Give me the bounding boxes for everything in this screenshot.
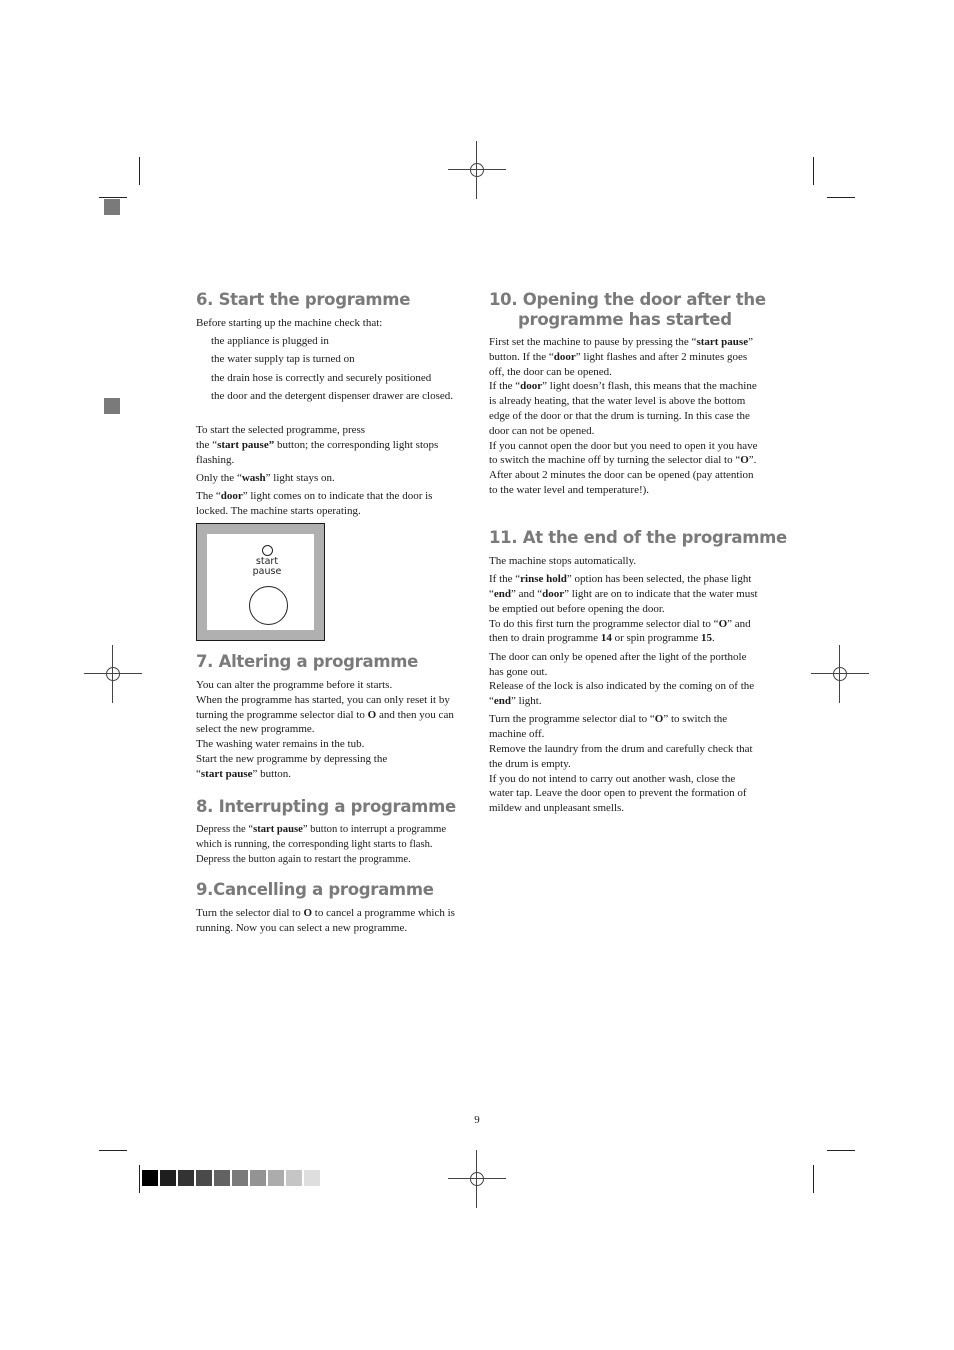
color-swatch: [268, 1170, 284, 1186]
check-list: [211, 334, 464, 407]
registration-mark-icon: [827, 661, 853, 687]
panel-face: [207, 534, 314, 630]
panel-label: start pause: [252, 556, 282, 577]
section-6-heading: 6. Start the programme: [196, 290, 411, 309]
color-swatch: [214, 1170, 230, 1186]
paragraph: If the “rinse hold” option has been selected, the phase light “end” and “door” light are on to indicate that the water must be emptied out before opening the door. To do this first turn the programme selector dial to “O” and then to drain programme 14 or spin programme 15.: [489, 573, 758, 645]
text-line: Start the new programme by depressing the: [196, 752, 388, 765]
crop-mark: [139, 1165, 140, 1193]
heading-line: 10. Opening the door after the: [489, 290, 766, 309]
page-number: 9: [474, 1114, 480, 1126]
section-10-body: First set the machine to pause by pressing the “start pause” button. If the “door” light flashes and after 2 minutes goes off, the door can be opened. If the “door” light doesn’t flash, this means that the machine is already heating, that the water level is above the bottom edge of the door or that the drum is turning. In this case the door can not be opened. If you cannot open the door but you need to open it you have to switch the machine off by turning the selector dial to “O”. After about 2 minutes the door can be opened (pay attention to the water level and temperature!).: [489, 336, 758, 496]
paragraph: Only the “wash” light stays on.: [196, 471, 335, 484]
print-mark-square: [104, 398, 120, 414]
crop-mark: [139, 157, 140, 185]
list-item: the appliance is plugged in: [211, 335, 329, 347]
text-line: The washing water remains in the tub.: [196, 738, 365, 751]
text-line: When the programme has started, you can only reset it by turning the programme selector dial to O and then you can select the new programme.: [196, 693, 454, 736]
crop-mark: [813, 1165, 814, 1193]
registration-mark-icon: [464, 1166, 490, 1192]
section-11-heading: 11. At the end of the programme: [489, 528, 787, 547]
paragraph: The “door” light comes on to indicate that the door is locked. The machine starts operating.: [196, 490, 433, 517]
indicator-light-icon: [262, 545, 273, 556]
list-item: the water supply tap is turned on: [211, 353, 355, 366]
color-swatch: [160, 1170, 176, 1186]
list-item: the door and the detergent dispenser drawer are closed.: [211, 389, 454, 402]
section-8-body: Depress the “start pause” button to interrupt a programme which is running, the corresponding light starts to flash. Depress the button again to restart the programme.: [196, 824, 447, 865]
crop-mark: [99, 197, 127, 198]
paragraph: Turn the programme selector dial to “O” to switch the machine off. Remove the laundry from the drum and carefully check that the drum is empty. If you do not intend to carry out another wash, close the water tap. Leave the door open to prevent the formation of mildew and unpleasant smells.: [489, 713, 753, 815]
color-swatch: [196, 1170, 212, 1186]
color-swatch: [232, 1170, 248, 1186]
paragraph: The door can only be opened after the light of the porthole has gone out. Release of the lock is also indicated by the coming on of the “end” light.: [489, 650, 755, 708]
list-item: the drain hose is correctly and securely positioned: [211, 371, 432, 384]
section-7-heading: 7. Altering a programme: [196, 652, 419, 671]
paragraph: To start the selected programme, press the “start pause” button; the corresponding light stops flashing.: [196, 424, 439, 466]
paragraph: The machine stops automatically.: [489, 555, 637, 567]
crop-mark: [99, 1150, 127, 1151]
section-8-heading: 8. Interrupting a programme: [196, 797, 456, 816]
section-9-heading: 9.Cancelling a programme: [196, 880, 434, 899]
section-6-intro: Before starting up the machine check that:: [196, 317, 383, 329]
start-pause-button-icon: [249, 586, 288, 625]
section-6-body: [196, 423, 464, 522]
text-line: You can alter the programme before it starts.: [196, 679, 393, 691]
section-7-body: [196, 678, 464, 782]
color-swatch: [250, 1170, 266, 1186]
color-swatch: [286, 1170, 302, 1186]
color-swatch: [178, 1170, 194, 1186]
color-swatch: [304, 1170, 320, 1186]
registration-mark-icon: [100, 661, 126, 687]
color-swatch: [142, 1170, 158, 1186]
section-10-heading: [489, 290, 769, 330]
crop-mark: [827, 197, 855, 198]
crop-mark: [813, 157, 814, 185]
registration-mark-icon: [464, 157, 490, 183]
text-line: “start pause” button.: [196, 767, 292, 780]
section-9-body: Turn the selector dial to O to cancel a programme which is running. Now you can select a new programme.: [196, 907, 455, 934]
start-pause-panel-illustration: [196, 523, 325, 641]
crop-mark: [827, 1150, 855, 1151]
heading-line: programme has started: [518, 310, 732, 329]
print-mark-square: [104, 199, 120, 215]
section-11-body: [489, 554, 759, 820]
